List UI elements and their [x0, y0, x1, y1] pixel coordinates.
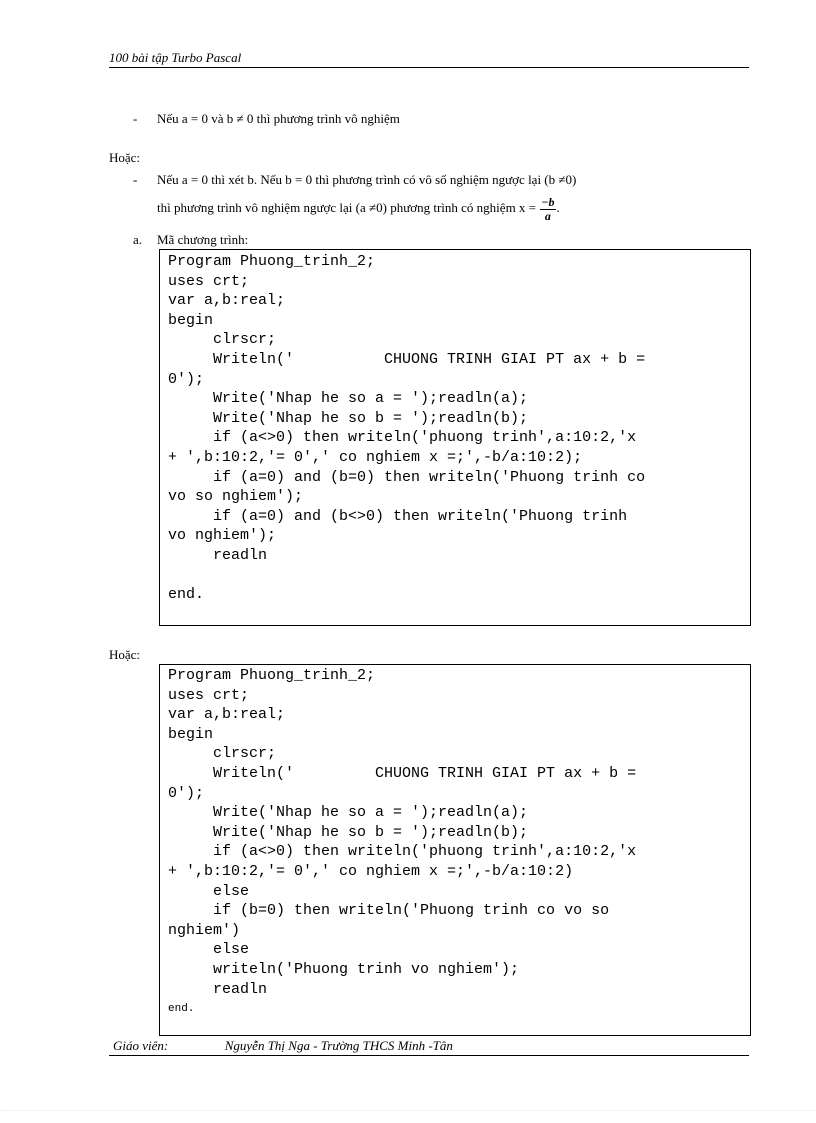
hoac-label-1: Hoặc: [109, 150, 141, 165]
code-line: else [168, 941, 250, 959]
bullet-text-2-line-2-text: thì phương trình vô nghiệm ngược lại (a ≠0) phương trình có nghiệm x = [157, 200, 537, 215]
bullet-text-2-line-1: Nếu a = 0 thì xét b. Nếu b = 0 thì phương trình có vô số nghiệm ngược lại (b ≠0) [157, 172, 577, 187]
code-line: Writeln(' CHUONG TRINH GIAI PT ax + b = [168, 764, 637, 782]
code-line: if (a=0) and (b<>0) then writeln('Phuong trinh [168, 507, 628, 525]
code-line: vo so nghiem'); [168, 488, 304, 506]
code-block-2-end: end. [168, 1003, 195, 1015]
code-line: begin [168, 311, 214, 329]
code-line: Write('Nhap he so a = ');readln(a); [168, 390, 529, 408]
code-line: Writeln(' CHUONG TRINH GIAI PT ax + b = [168, 350, 646, 368]
code-line: 0'); [168, 784, 205, 802]
code-line: clrscr; [168, 745, 277, 763]
code-line: uses crt; [168, 686, 250, 704]
code-line: Write('Nhap he so b = ');readln(b); [168, 409, 529, 427]
bullet-marker: - [133, 172, 138, 187]
code-line: if (b=0) then writeln('Phuong trinh co vo so [168, 902, 610, 920]
code-block-2-text [168, 666, 636, 999]
code-line: Program Phuong_trinh_2; [168, 253, 376, 270]
header-rule [109, 67, 749, 68]
page-bottom-dots [0, 1110, 816, 1111]
code-block-1 [159, 249, 751, 626]
code-line: nghiem') [168, 921, 241, 939]
code-line: 0'); [168, 370, 205, 388]
item-a-label: Mã chương trình: [157, 232, 249, 247]
code-line: Program Phuong_trinh_2; [168, 667, 376, 684]
code-line: begin [168, 725, 214, 743]
code-block-2 [159, 664, 751, 1036]
bullet-marker: - [133, 111, 138, 126]
code-line: uses crt; [168, 272, 250, 290]
code-line: Write('Nhap he so b = ');readln(b); [168, 823, 529, 841]
code-line: clrscr; [168, 331, 277, 349]
fraction-denominator: a [544, 208, 551, 223]
code-line: var a,b:real; [168, 706, 286, 724]
code-block-1-text [168, 252, 645, 605]
code-line: readln [168, 546, 268, 564]
code-line: Write('Nhap he so a = ');readln(a); [168, 804, 529, 822]
code-line: if (a<>0) then writeln('phuong trinh',a:10:2,'x [168, 429, 637, 447]
code-line: end. [168, 586, 205, 604]
code-line: else [168, 882, 250, 900]
bullet-text-1: Nếu a = 0 và b ≠ 0 thì phương trình vô nghiệm [157, 111, 400, 126]
fraction-minus-b-over-a [540, 196, 555, 223]
code-line: writeln('Phuong trinh vo nghiem'); [168, 960, 520, 978]
page-header-title: 100 bài tập Turbo Pascal [109, 50, 242, 65]
code-line: if (a=0) and (b=0) then writeln('Phuong trinh co [168, 468, 646, 486]
code-line: + ',b:10:2,'= 0',' co nghiem x =;',-b/a:10:2) [168, 862, 574, 880]
code-line: + ',b:10:2,'= 0',' co nghiem x =;',-b/a:10:2); [168, 448, 583, 466]
footer-label: Giáo viên: [113, 1038, 169, 1053]
bullet-text-2-line-2 [157, 192, 560, 224]
footer [113, 1038, 453, 1054]
footer-author: Nguyễn Thị Nga - Trường THCS Minh -Tân [224, 1038, 453, 1053]
item-a-marker: a. [133, 232, 143, 247]
hoac-label-2: Hoặc: [109, 647, 141, 662]
fraction-period: . [556, 200, 560, 215]
code-line: readln [168, 980, 268, 998]
fraction-numerator: −b [541, 194, 555, 209]
code-line: if (a<>0) then writeln('phuong trinh',a:10:2,'x [168, 843, 637, 861]
code-line: vo nghiem'); [168, 527, 277, 545]
code-line: var a,b:real; [168, 292, 286, 310]
footer-rule [109, 1055, 749, 1056]
